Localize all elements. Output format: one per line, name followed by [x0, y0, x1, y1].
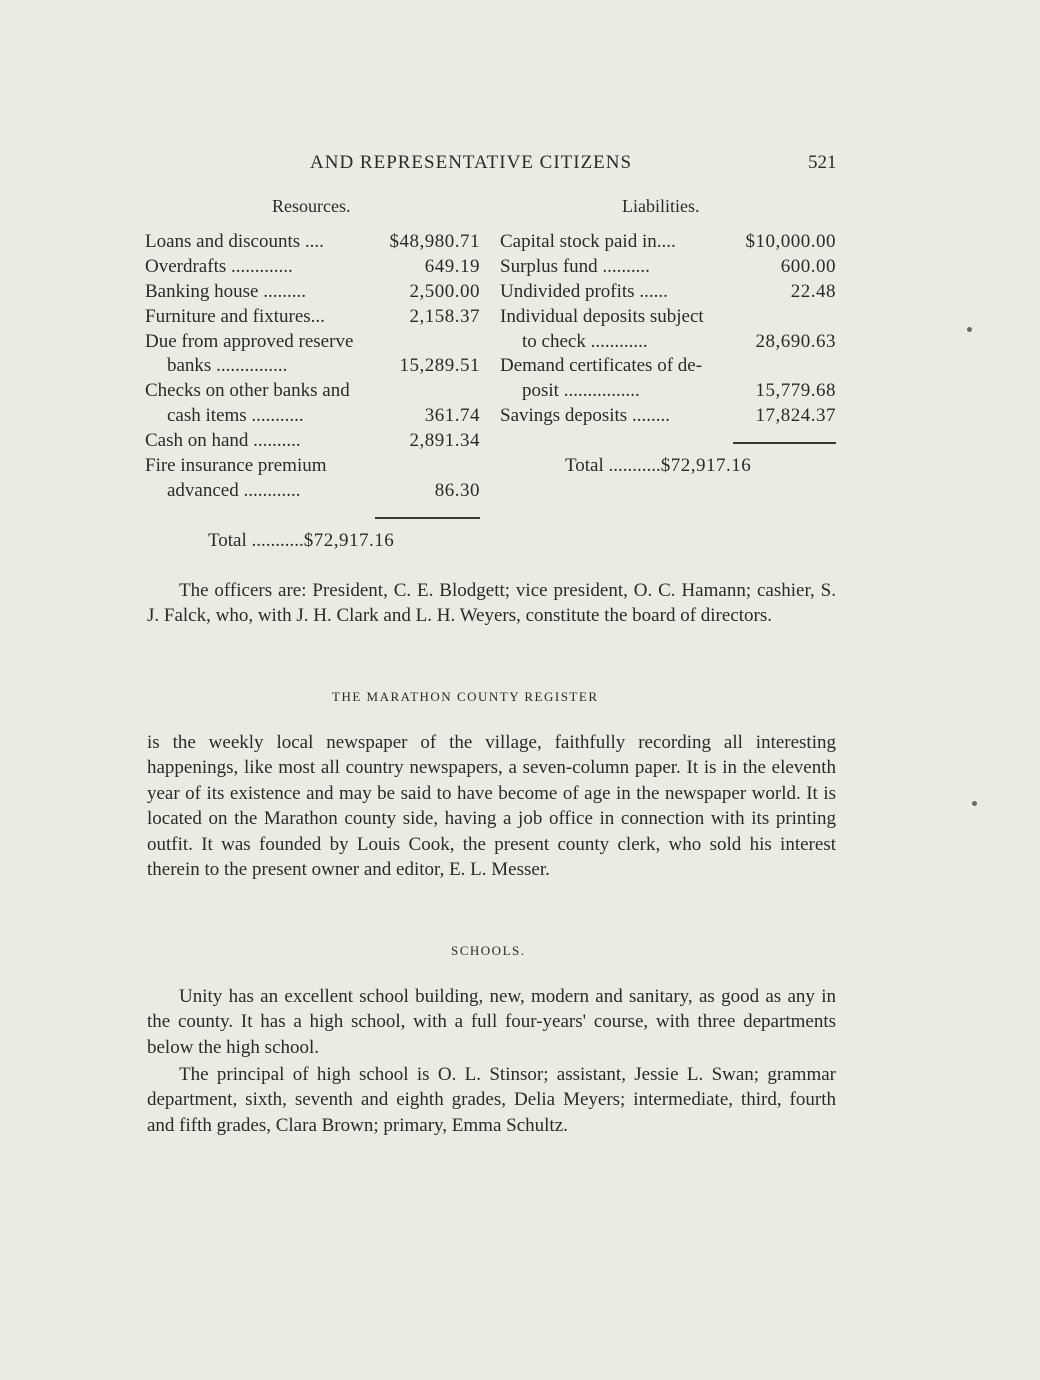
ledger-row	[500, 255, 836, 280]
ledger-label: Banking house .........	[145, 280, 306, 302]
schools-paragraph-2: The principal of high school is O. L. Stinsor; assistant, Jessie L. Swan; grammar department, sixth, seventh and eighth grades, Delia Meyers; intermediate, third, fourth and fifth grades, Clara Brown; primary, Emma Schultz.	[147, 1064, 836, 1136]
ledger-amount: 22.48	[790, 280, 836, 302]
ledger-label: Capital stock paid in....	[500, 231, 676, 252]
ledger-label: posit ................	[522, 380, 640, 402]
liabilities-total	[565, 455, 751, 477]
ledger-label: Surplus fund ..........	[500, 255, 650, 277]
total-amount: $72,917.16	[303, 530, 395, 551]
ledger-label: Due from approved reserve	[145, 330, 354, 352]
ledger-row	[145, 305, 480, 330]
ledger-row	[145, 429, 480, 454]
ledger-label: Overdrafts .............	[145, 255, 293, 277]
officers-paragraph: The officers are: President, C. E. Blodgett; vice president, O. C. Hamann; cashier, S. J. Falck, who, with J. H. Clark and L. H. Weyers, constitute the board of directors.	[147, 580, 836, 627]
ledger-amount: 15,779.68	[755, 380, 836, 402]
resources-total-rule	[375, 517, 480, 519]
ledger-label: Savings deposits ........	[500, 405, 670, 427]
liabilities-heading: Liabilities.	[622, 196, 700, 216]
ledger-row	[500, 305, 836, 330]
register-heading: THE MARATHON COUNTY REGISTER	[332, 689, 599, 704]
ledger-label: Checks on other banks and	[145, 380, 350, 402]
ledger-amount: 2,158.37	[409, 305, 480, 327]
ledger-amount: 15,289.51	[399, 355, 480, 377]
schools-heading: SCHOOLS.	[451, 943, 526, 958]
ledger-row	[145, 479, 480, 504]
ledger-amount: 86.30	[434, 479, 480, 501]
ledger-row	[145, 330, 480, 355]
ledger-amount: 28,690.63	[755, 330, 836, 352]
ledger-amount: 649.19	[424, 255, 480, 277]
ledger-amount: $48,980.71	[389, 231, 480, 252]
ledger-amount: 2,891.34	[409, 430, 480, 452]
ledger-amount: 17,824.37	[755, 405, 836, 427]
ledger-label: Undivided profits ......	[500, 280, 668, 302]
ledger-label: banks ...............	[167, 355, 288, 377]
paper-speck	[972, 801, 977, 806]
ledger-row	[145, 454, 480, 479]
register-paragraph: is the weekly local newspaper of the village, faithfully recording all interesting happenings, like most all country newspapers, a seven-column paper. It is in the eleventh year of its existence and may be said to have become of age in the newspaper world. It is located on the Marathon county side, having a job office in connection with its printing outfit. It was founded by Louis Cook, the present county clerk, who sold his interest therein to the present owner and editor, E. L. Messer.	[147, 732, 836, 881]
ledger-row	[145, 354, 480, 379]
ledger-label: Furniture and fixtures...	[145, 305, 325, 327]
ledger-row	[145, 379, 480, 404]
ledger-label: cash items ...........	[167, 405, 304, 427]
page-number: 521	[808, 152, 837, 173]
total-amount: $72,917.16	[660, 455, 752, 476]
ledger-amount: 361.74	[424, 405, 480, 427]
ledger-label: Individual deposits subject	[500, 305, 704, 327]
ledger-row	[145, 404, 480, 429]
ledger-label: to check ............	[522, 330, 648, 352]
ledger-row	[500, 280, 836, 305]
ledger-label: Demand certificates of de-	[500, 355, 703, 377]
total-label: Total ...........	[565, 455, 661, 476]
ledger-row	[500, 404, 836, 429]
ledger-row	[500, 379, 836, 404]
resources-total	[208, 530, 394, 552]
ledger-label: Fire insurance premium	[145, 455, 327, 477]
ledger-row	[500, 354, 836, 379]
liabilities-total-rule	[733, 442, 836, 444]
ledger-label: advanced ............	[167, 479, 301, 501]
ledger-row	[500, 230, 836, 255]
ledger-row	[145, 230, 480, 255]
ledger-row	[145, 280, 480, 305]
ledger-label: Cash on hand ..........	[145, 430, 301, 452]
total-label: Total ...........	[208, 530, 304, 551]
ledger-row	[145, 255, 480, 280]
ledger-label: Loans and discounts ....	[145, 231, 324, 252]
ledger-amount: 600.00	[780, 255, 836, 277]
running-header: AND REPRESENTATIVE CITIZENS	[310, 152, 633, 173]
schools-paragraph-1: Unity has an excellent school building, new, modern and sanitary, as good as any in the county. It has a high school, with a full four-years' course, with three departments below the high school.	[147, 986, 836, 1058]
resources-table	[145, 230, 480, 504]
ledger-amount: $10,000.00	[745, 231, 836, 252]
resources-heading: Resources.	[272, 196, 351, 216]
paper-speck	[967, 327, 972, 332]
ledger-amount: 2,500.00	[409, 280, 480, 302]
liabilities-table	[500, 230, 836, 429]
ledger-row	[500, 330, 836, 355]
